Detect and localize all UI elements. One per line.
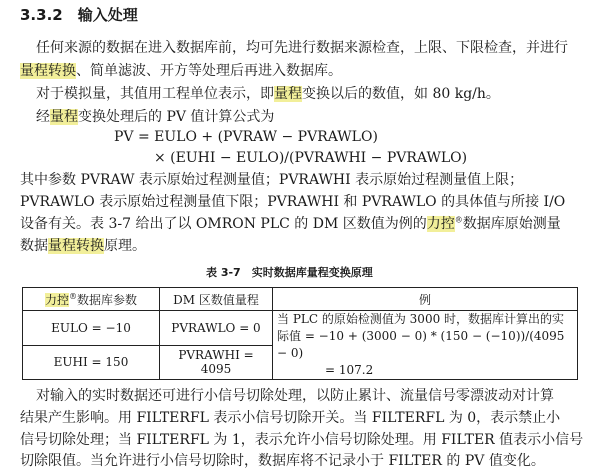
highlight-term: 量程 (274, 86, 302, 102)
cell-dm: PVRAWLO = 0 (160, 311, 273, 346)
highlight-term: 量程转换 (48, 238, 104, 254)
header-param: 力控®数据库参数 (23, 288, 160, 311)
paragraph3: 经量程变换处理后的 PV 值计算公式为 (36, 109, 275, 125)
paragraph1-line1: 任何来源的数据在进入数据库前，均可先进行数据来源检查，上限、下限检查，并进行 (36, 40, 568, 56)
cell-dm: PVRAWHI = 4095 (160, 345, 273, 380)
paragraph5-line3: 信号切除处理；当 FILTERFL 为 1，表示允许小信号切除处理。用 FILTER 值表示小信号 (20, 432, 584, 448)
paragraph5-line4: 切除限值。当允许进行小信号切除时，数据库将不记录小于 FILTER 的 PV 值变化。 (20, 453, 545, 469)
formula-line2: × (EUHI − EULO)/(PVRAWHI − PVRAWLO) (154, 150, 468, 166)
paragraph5-line1: 对输入的实时数据还可进行小信号切除处理，以防止累计、流量信号零漂波动对计算 (36, 388, 554, 404)
highlight-term: 量程 (50, 109, 78, 125)
table-row (23, 311, 578, 346)
cell-param: EULO = −10 (23, 311, 160, 346)
table-caption: 表 3-7 实时数据库量程变换原理 (206, 266, 373, 279)
paragraph4-line4: 数据量程转换原理。 (20, 238, 146, 254)
paragraph2: 对于模拟量，其值用工程单位表示，即量程变换以后的数值，如 80 kg/h。 (36, 86, 500, 102)
paragraph4-line1: 其中参数 PVRAW 表示原始过程测量值；PVRAWHI 表示原始过程测量值上限； (20, 172, 524, 188)
section-number: 3.3.2 (20, 6, 63, 24)
highlight-term: 量程转换 (20, 63, 76, 79)
formula-line1: PV = EULO + (PVRAW − PVRAWLO) (114, 129, 378, 145)
cell-param: EUHI = 150 (23, 345, 160, 380)
paragraph5-line2: 结果产生影响。用 FILTERFL 表示小信号切除开关。当 FILTERFL 为 0，表示禁止小 (20, 410, 561, 426)
cell-example: 当 PLC 的原始检测值为 3000 时，数据库计算出的实 际值 = −10 + (3000 − 0) * (150 − (−10))/(4095 − 0) = 107.2 (273, 311, 578, 380)
section-title: 输入处理 (77, 6, 138, 24)
highlight-term: 力控 (426, 216, 455, 232)
paragraph1-line2: 量程转换、简单滤波、开方等处理后再进入数据库。 (20, 63, 342, 79)
header-dm: DM 区数值量程 (160, 288, 273, 311)
registered-mark: ® (454, 215, 463, 225)
paragraph4-line3: 设备有关。表 3-7 给出了以 OMRON PLC 的 DM 区数值为例的力控®数据库原始测量 (20, 215, 561, 232)
section-heading (20, 7, 138, 24)
table-header-row (23, 288, 578, 311)
highlight-term: 力控 (44, 292, 69, 307)
paragraph4-line2: PVRAWLO 表示原始过程测量值下限；PVRAWHI 和 PVRAWLO 的具体值与所接 I/O (20, 194, 566, 210)
conversion-table (22, 287, 578, 380)
header-example: 例 (273, 288, 578, 311)
